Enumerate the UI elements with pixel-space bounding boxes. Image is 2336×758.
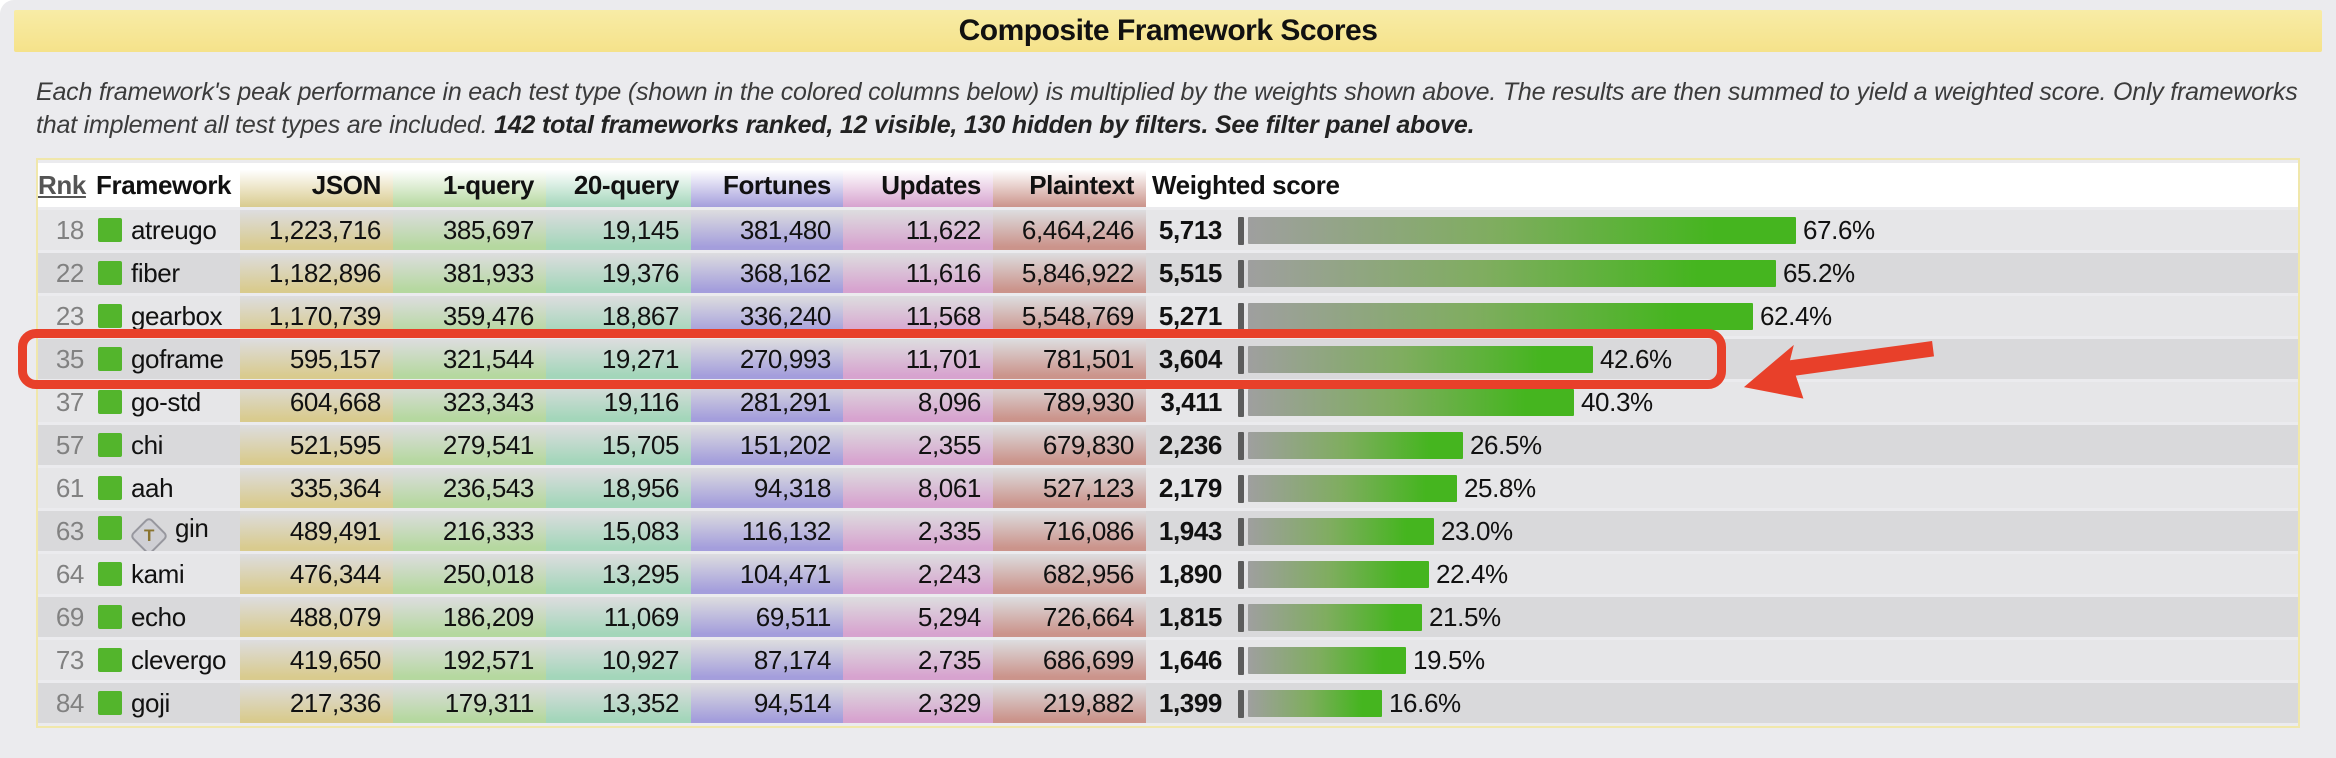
fortunes-cell: 69,511 — [691, 597, 843, 637]
percent-label: 40.3% — [1581, 387, 1653, 418]
framework-cell — [90, 425, 240, 465]
updates-cell: 2,355 — [843, 425, 993, 465]
table-row — [38, 210, 2298, 250]
rank-cell: 23 — [38, 296, 90, 336]
plaintext-cell: 716,086 — [993, 511, 1146, 551]
updates-cell: 11,622 — [843, 210, 993, 250]
bar-origin-tick — [1238, 346, 1244, 374]
fortunes-cell: 104,471 — [691, 554, 843, 594]
json-cell: 595,157 — [240, 339, 393, 379]
weighted-score-column-header: Weighted score — [1146, 163, 2298, 207]
score-bar-cell — [1236, 210, 2298, 250]
weighted-score-cell: 5,713 — [1146, 210, 1236, 250]
20query-cell: 13,295 — [546, 554, 691, 594]
table-row — [38, 640, 2298, 680]
bar-origin-tick — [1238, 475, 1244, 503]
rank-cell: 22 — [38, 253, 90, 293]
percent-label: 62.4% — [1760, 301, 1832, 332]
bar-origin-tick — [1238, 561, 1244, 589]
percent-label: 65.2% — [1783, 258, 1855, 289]
table-row — [38, 597, 2298, 637]
plaintext-cell: 726,664 — [993, 597, 1146, 637]
weighted-score-cell: 1,646 — [1146, 640, 1236, 680]
plaintext-cell: 219,882 — [993, 683, 1146, 723]
framework-cell — [90, 597, 240, 637]
score-bar-cell — [1236, 382, 2298, 422]
framework-cell — [90, 339, 240, 379]
framework-color-icon — [98, 261, 122, 285]
table-row — [38, 683, 2298, 723]
framework-name-link[interactable]: echo — [131, 601, 186, 632]
framework-cell — [90, 296, 240, 336]
rank-cell: 35 — [38, 339, 90, 379]
20query-cell: 15,705 — [546, 425, 691, 465]
weighted-score-cell: 5,271 — [1146, 296, 1236, 336]
1query-cell: 279,541 — [393, 425, 546, 465]
fortunes-cell: 270,993 — [691, 339, 843, 379]
json-cell: 488,079 — [240, 597, 393, 637]
bar-origin-tick — [1238, 260, 1244, 288]
updates-cell: 11,701 — [843, 339, 993, 379]
percent-label: 67.6% — [1803, 215, 1875, 246]
table-row — [38, 554, 2298, 594]
framework-name-link[interactable]: fiber — [131, 257, 180, 288]
score-bar-cell — [1236, 597, 2298, 637]
20query-cell: 11,069 — [546, 597, 691, 637]
json-cell: 419,650 — [240, 640, 393, 680]
framework-cell — [90, 253, 240, 293]
weighted-score-cell: 1,815 — [1146, 597, 1236, 637]
20query-cell: 13,352 — [546, 683, 691, 723]
json-cell: 489,491 — [240, 511, 393, 551]
percent-label: 25.8% — [1464, 473, 1536, 504]
1query-cell: 385,697 — [393, 210, 546, 250]
description-text: Each framework's peak performance in each test type (shown in the colored columns below) is multiplied by the weights shown above. The results are then summed to yield a weighted score. Only frameworks that implement all test types are included. — [36, 78, 2298, 139]
updates-cell: 2,243 — [843, 554, 993, 594]
bar-origin-tick — [1238, 389, 1244, 417]
1query-cell: 192,571 — [393, 640, 546, 680]
json-cell: 217,336 — [240, 683, 393, 723]
updates-cell: 2,329 — [843, 683, 993, 723]
table-row — [38, 296, 2298, 336]
percent-label: 23.0% — [1441, 516, 1513, 547]
20query-cell: 19,116 — [546, 382, 691, 422]
json-cell: 604,668 — [240, 382, 393, 422]
fortunes-cell: 116,132 — [691, 511, 843, 551]
framework-name-link[interactable]: go-std — [131, 386, 201, 417]
1query-cell: 179,311 — [393, 683, 546, 723]
framework-color-icon — [98, 691, 122, 715]
composite-scores-table — [38, 160, 2298, 726]
scores-table-container — [36, 158, 2300, 728]
score-bar-cell — [1236, 253, 2298, 293]
framework-name-link[interactable]: gin — [175, 512, 209, 543]
rank-cell: 63 — [38, 511, 90, 551]
bar-origin-tick — [1238, 303, 1244, 331]
weighted-score-cell: 1,890 — [1146, 554, 1236, 594]
framework-cell — [90, 640, 240, 680]
framework-color-icon — [98, 347, 122, 371]
20query-cell: 19,376 — [546, 253, 691, 293]
1query-cell: 186,209 — [393, 597, 546, 637]
score-bar — [1248, 346, 1593, 373]
score-bar — [1248, 647, 1406, 674]
20query-cell: 19,271 — [546, 339, 691, 379]
rank-column-header[interactable]: Rnk — [38, 163, 90, 207]
score-bar — [1248, 389, 1574, 416]
json-cell: 476,344 — [240, 554, 393, 594]
1query-cell: 323,343 — [393, 382, 546, 422]
score-bar-cell — [1236, 683, 2298, 723]
rank-cell: 18 — [38, 210, 90, 250]
framework-name-link[interactable]: atreugo — [131, 214, 217, 245]
json-cell: 335,364 — [240, 468, 393, 508]
weighted-score-cell: 2,179 — [1146, 468, 1236, 508]
table-row — [38, 253, 2298, 293]
1query-cell: 216,333 — [393, 511, 546, 551]
rank-cell: 57 — [38, 425, 90, 465]
plaintext-cell: 527,123 — [993, 468, 1146, 508]
table-row — [38, 339, 2298, 379]
framework-column-header: Framework — [90, 163, 240, 207]
framework-cell — [90, 554, 240, 594]
20query-column-header: 20-query — [546, 163, 691, 207]
updates-cell: 8,096 — [843, 382, 993, 422]
score-bar-cell — [1236, 554, 2298, 594]
framework-name-link[interactable]: clevergo — [131, 644, 227, 675]
bar-origin-tick — [1238, 217, 1244, 245]
fortunes-cell: 336,240 — [691, 296, 843, 336]
1query-cell: 236,543 — [393, 468, 546, 508]
updates-cell: 8,061 — [843, 468, 993, 508]
plaintext-column-header: Plaintext — [993, 163, 1146, 207]
json-column-header: JSON — [240, 163, 393, 207]
page-title: Composite Framework Scores — [958, 14, 1378, 47]
framework-color-icon — [98, 304, 122, 328]
percent-label: 21.5% — [1429, 602, 1501, 633]
framework-color-icon — [98, 516, 122, 540]
framework-name-link[interactable]: goframe — [131, 343, 224, 374]
framework-color-icon — [98, 218, 122, 242]
framework-cell — [90, 683, 240, 723]
score-bar-cell — [1236, 425, 2298, 465]
bar-origin-tick — [1238, 518, 1244, 546]
weighted-score-cell: 3,604 — [1146, 339, 1236, 379]
score-bar — [1248, 561, 1429, 588]
20query-cell: 10,927 — [546, 640, 691, 680]
plaintext-cell: 789,930 — [993, 382, 1146, 422]
1query-cell: 359,476 — [393, 296, 546, 336]
rank-cell: 37 — [38, 382, 90, 422]
framework-cell — [90, 468, 240, 508]
plaintext-cell: 686,699 — [993, 640, 1146, 680]
score-bar-cell — [1236, 468, 2298, 508]
bar-origin-tick — [1238, 690, 1244, 718]
percent-label: 26.5% — [1470, 430, 1542, 461]
weighted-score-cell: 3,411 — [1146, 382, 1236, 422]
percent-label: 19.5% — [1413, 645, 1485, 676]
framework-color-icon — [98, 390, 122, 414]
table-row — [38, 382, 2298, 422]
table-row — [38, 425, 2298, 465]
score-bar — [1248, 518, 1434, 545]
fortunes-cell: 368,162 — [691, 253, 843, 293]
plaintext-cell: 679,830 — [993, 425, 1146, 465]
rank-cell: 69 — [38, 597, 90, 637]
framework-cell — [90, 382, 240, 422]
framework-name-link[interactable]: aah — [131, 472, 174, 503]
framework-name-link[interactable]: chi — [131, 429, 164, 460]
json-cell: 521,595 — [240, 425, 393, 465]
section-title-banner — [14, 10, 2322, 52]
score-bar — [1248, 604, 1422, 631]
framework-cell — [90, 210, 240, 250]
20query-cell: 18,956 — [546, 468, 691, 508]
percent-label: 22.4% — [1436, 559, 1508, 590]
weighted-score-cell: 2,236 — [1146, 425, 1236, 465]
weighted-score-description — [36, 76, 2300, 142]
framework-name-link[interactable]: goji — [131, 687, 170, 718]
rank-cell: 84 — [38, 683, 90, 723]
framework-name-link[interactable]: kami — [131, 558, 185, 589]
score-bar — [1248, 690, 1382, 717]
plaintext-cell: 6,464,246 — [993, 210, 1146, 250]
score-bar — [1248, 475, 1457, 502]
1query-cell: 250,018 — [393, 554, 546, 594]
score-bar-cell — [1236, 296, 2298, 336]
framework-cell — [90, 511, 240, 551]
percent-label: 16.6% — [1389, 688, 1461, 719]
rank-cell: 64 — [38, 554, 90, 594]
plaintext-cell: 682,956 — [993, 554, 1146, 594]
1query-cell: 381,933 — [393, 253, 546, 293]
framework-color-icon — [98, 562, 122, 586]
framework-color-icon — [98, 476, 122, 500]
framework-color-icon — [98, 433, 122, 457]
updates-cell: 11,616 — [843, 253, 993, 293]
1query-cell: 321,544 — [393, 339, 546, 379]
header-row — [38, 163, 2298, 207]
1query-column-header: 1-query — [393, 163, 546, 207]
updates-column-header: Updates — [843, 163, 993, 207]
updates-cell: 2,735 — [843, 640, 993, 680]
framework-name-link[interactable]: gearbox — [131, 300, 223, 331]
fortunes-cell: 281,291 — [691, 382, 843, 422]
framework-color-icon — [98, 605, 122, 629]
framework-color-icon — [98, 648, 122, 672]
plaintext-cell: 5,548,769 — [993, 296, 1146, 336]
updates-cell: 11,568 — [843, 296, 993, 336]
20query-cell: 19,145 — [546, 210, 691, 250]
rank-cell: 73 — [38, 640, 90, 680]
table-row — [38, 511, 2298, 551]
fortunes-cell: 381,480 — [691, 210, 843, 250]
plaintext-cell: 781,501 — [993, 339, 1146, 379]
json-cell: 1,170,739 — [240, 296, 393, 336]
json-cell: 1,182,896 — [240, 253, 393, 293]
weighted-score-cell: 1,399 — [1146, 683, 1236, 723]
updates-cell: 5,294 — [843, 597, 993, 637]
score-bar — [1248, 260, 1776, 287]
table-row — [38, 468, 2298, 508]
score-bar-cell — [1236, 511, 2298, 551]
description-filter-summary: 142 total frameworks ranked, 12 visible, 130 hidden by filters. See filter panel above. — [494, 111, 1475, 139]
score-bar-cell — [1236, 339, 2298, 379]
weighted-score-cell: 5,515 — [1146, 253, 1236, 293]
20query-cell: 15,083 — [546, 511, 691, 551]
bar-origin-tick — [1238, 604, 1244, 632]
fortunes-cell: 94,514 — [691, 683, 843, 723]
note-badge-icon: T — [129, 516, 169, 551]
fortunes-cell: 94,318 — [691, 468, 843, 508]
fortunes-cell: 87,174 — [691, 640, 843, 680]
score-bar — [1248, 217, 1796, 244]
20query-cell: 18,867 — [546, 296, 691, 336]
score-bar — [1248, 432, 1463, 459]
weighted-score-cell: 1,943 — [1146, 511, 1236, 551]
percent-label: 42.6% — [1600, 344, 1672, 375]
bar-origin-tick — [1238, 432, 1244, 460]
json-cell: 1,223,716 — [240, 210, 393, 250]
plaintext-cell: 5,846,922 — [993, 253, 1146, 293]
rank-cell: 61 — [38, 468, 90, 508]
bar-origin-tick — [1238, 647, 1244, 675]
score-bar — [1248, 303, 1753, 330]
score-bar-cell — [1236, 640, 2298, 680]
updates-cell: 2,335 — [843, 511, 993, 551]
fortunes-cell: 151,202 — [691, 425, 843, 465]
fortunes-column-header: Fortunes — [691, 163, 843, 207]
